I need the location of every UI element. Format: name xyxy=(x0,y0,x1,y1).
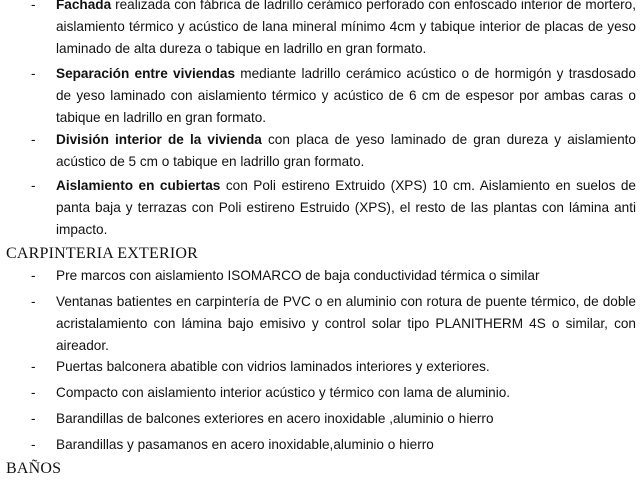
bullet-dash: - xyxy=(31,294,36,309)
item-description: mediante ladrillo cerámico acústico o de hormigón y trasdosado de yeso laminado con aislamiento térmico y acústico de 6 cm de espesor por ambas caras o tabique en ladrillo en gran formato. xyxy=(56,66,636,125)
bullet-dash: - xyxy=(31,268,36,283)
item-text: Ventanas batientes en carpintería de PVC o en aluminio con rotura de puente térmico, de doble acristalamiento con lámina bajo emisivo y control solar tipo PLANITHERM 4S o similar, con aireador. xyxy=(56,294,636,353)
item-text: Barandillas y pasamanos en acero inoxidable,aluminio o hierro xyxy=(56,437,434,452)
bullet-dash: - xyxy=(31,359,36,374)
item-term: Aislamiento en cubiertas xyxy=(56,178,221,193)
item-text: Puertas balconera abatible con vidrios laminados interiores y exteriores. xyxy=(56,359,490,374)
bullet-dash: - xyxy=(31,411,36,426)
item-term: División interior de la vivienda xyxy=(56,132,262,147)
item-description: con Poli estireno Extruido (XPS) 10 cm. Aislamiento en suelos de panta baja y terrazas con Poli estireno Estruido (XPS), el resto de las plantas con lámina anti impacto. xyxy=(56,178,636,237)
item-text: Compacto con aislamiento interior acústico y térmico con lama de aluminio. xyxy=(56,385,511,400)
item-description: realizada con fábrica de ladrillo cerámico perforado con enfoscado interior de mortero, aislamiento térmico y acústico de lana mineral mínimo 4cm y tabique interior de placas de yeso laminado de alta dureza o tabique en ladrillo en gran formato. xyxy=(56,0,636,56)
item-description: con placa de yeso laminado de gran dureza y aislamiento acústico de 5 cm o tabique en ladrillo gran formato. xyxy=(56,132,636,169)
item-term: Separación entre viviendas xyxy=(56,66,236,81)
bullet-dash: - xyxy=(31,132,36,147)
item-text: Barandillas de balcones exteriores en acero inoxidable ,aluminio o hierro xyxy=(56,411,494,426)
bullet-dash: - xyxy=(31,385,36,400)
section-heading-banos: BAÑOS xyxy=(6,460,62,477)
bullet-dash: - xyxy=(31,437,36,452)
item-term: Fachada xyxy=(56,0,112,12)
section-heading-carpinteria: CARPINTERIA EXTERIOR xyxy=(6,245,198,262)
bullet-dash: - xyxy=(31,66,36,81)
item-text: Pre marcos con aislamiento ISOMARCO de baja conductividad térmica o similar xyxy=(56,268,540,283)
bullet-dash: - xyxy=(31,178,36,193)
bullet-dash: - xyxy=(31,0,36,12)
